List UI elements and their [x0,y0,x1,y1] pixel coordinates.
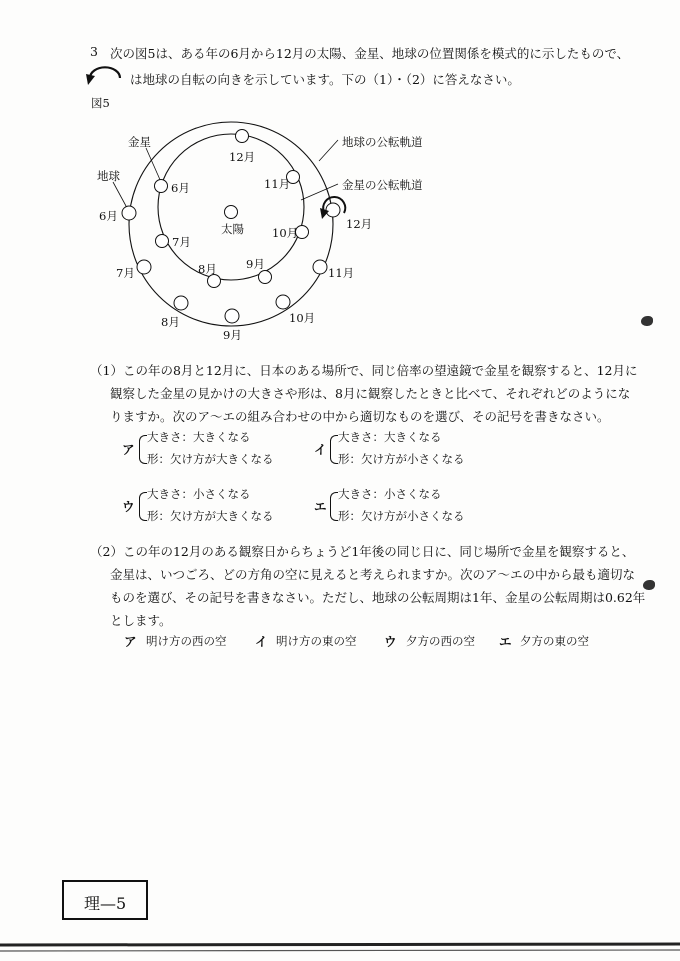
q1-option-u-size: 大きさ：小さくなる [147,487,251,501]
q1-option-a-shape: 形：欠け方が大きくなる [147,452,274,466]
q1-option-i-size: 大きさ：大きくなる [338,430,442,444]
sun-label: 太陽 [221,222,244,236]
rotation-arrow-icon [86,67,120,85]
q1-line-2: 観察した金星の見かけの大きさや形は、8月に観察したときと比べて、それぞれどのようにな [110,386,631,401]
q2-line-1: （2）この年の12月のある観察日からちょうど1年後の同じ日に、同じ場所で金星を観察すると、 [90,544,635,559]
venus-label: 金星 [128,135,151,149]
q2-option-i-mark: イ [255,634,268,649]
q1-option-i-bracket [330,435,338,464]
q1-option-u-shape: 形：欠け方が大きくなる [147,509,274,523]
q1-option-i-shape: 形：欠け方が小さくなる [338,452,465,466]
page-label-box [62,880,148,920]
question-number: 3 [90,44,98,59]
venus-month-11: 11月 [264,177,291,191]
venus-position-7 [156,235,169,248]
venus-month-12: 12月 [229,150,256,164]
figure-label: 図5 [91,96,110,110]
earth-position-7 [137,260,151,274]
earth-month-7: 7月 [116,266,135,280]
punch-mark-lower [643,580,655,590]
q1-option-a-mark: ア [122,442,135,457]
venus-month-6: 6月 [171,181,190,195]
earth-month-8: 8月 [161,315,180,329]
venus-position-9 [259,271,272,284]
earth-label: 地球 [97,169,120,183]
q1-option-e-mark: エ [314,499,327,514]
venus-orbit-label: 金星の公転軌道 [342,178,423,192]
earth-month-6: 6月 [99,209,118,223]
venus-month-8: 8月 [198,262,217,276]
earth-month-11: 11月 [328,266,355,280]
q2-option-e-text: 夕方の東の空 [520,634,589,648]
earth-position-11 [313,260,327,274]
q1-line-3: りますか。次のア～エの組み合わせの中から適切なものを選び、その記号を書きなさい。 [110,409,610,424]
q1-option-a-size: 大きさ：大きくなる [147,430,251,444]
venus-month-7: 7月 [172,235,191,249]
intro-line-2: は地球の自転の向きを示しています。下の（1）・（2）に答えなさい。 [130,72,520,87]
earth-month-9: 9月 [223,328,242,342]
venus-month-9: 9月 [246,257,265,271]
earth-month-10: 10月 [289,311,316,325]
q2-option-u-text: 夕方の西の空 [406,634,475,648]
earth-position-6 [122,206,136,220]
q1-option-e-size: 大きさ：小さくなる [338,487,442,501]
earth-position-8 [174,296,188,310]
q1-line-1: （1）この年の8月と12月に、日本のある場所で、同じ倍率の望遠鏡で金星を観察すると、12月に [90,363,638,378]
q2-option-a-mark: ア [124,634,137,649]
earth-month-12: 12月 [346,217,373,231]
venus-month-10: 10月 [272,226,299,240]
earth-position-9 [225,309,239,323]
earth-position-12 [326,203,340,217]
q2-option-u-mark: ウ [384,634,397,649]
q2-line-3: ものを選び、その記号を書きなさい。ただし、地球の公転周期は1年、金星の公転周期は0.62年 [110,590,646,605]
intro-line-1: 次の図5は、ある年の6月から12月の太陽、金星、地球の位置関係を模式的に示したもので、 [110,46,630,61]
q2-line-2: 金星は、いつごろ、どの方角の空に見えると考えられますか。次のア～エの中から最も適切な [110,567,636,582]
q2-line-4: とします。 [110,613,172,628]
q2-option-e-mark: エ [499,634,512,649]
punch-mark-upper [641,316,653,326]
q1-option-a-bracket [139,435,147,464]
q1-option-i-mark: イ [314,442,327,457]
q1-option-u-bracket [139,492,147,521]
q1-option-e-shape: 形：欠け方が小さくなる [338,509,465,523]
q2-option-a-text: 明け方の西の空 [146,634,227,648]
venus-position-12 [236,130,249,143]
q2-option-i-text: 明け方の東の空 [276,634,357,648]
q1-option-u-mark: ウ [122,499,135,514]
earth-orbit-label: 地球の公転軌道 [342,135,423,149]
page-label: 理—5 [84,894,127,913]
earth-position-10 [276,295,290,309]
q1-option-e-bracket [330,492,338,521]
sun-circle [225,206,238,219]
venus-position-6 [155,180,168,193]
